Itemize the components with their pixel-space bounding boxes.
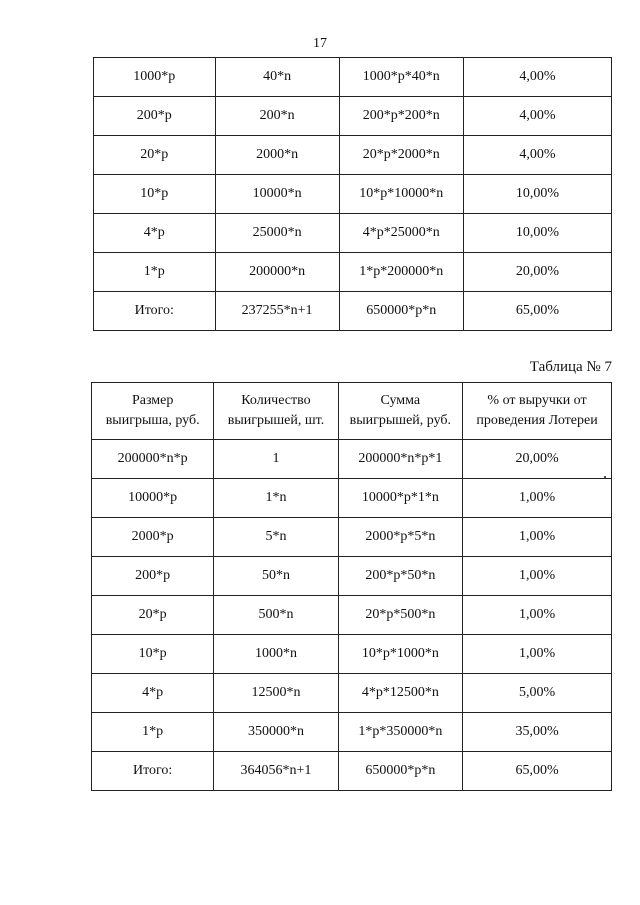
- table-cell: 4,00%: [463, 58, 611, 97]
- table-cell: 1000*p: [94, 58, 216, 97]
- table-cell: 20,00%: [463, 253, 611, 292]
- table-cell: 10,00%: [463, 214, 611, 253]
- table-cell: 2000*n: [215, 136, 339, 175]
- table-cell: 50*n: [214, 557, 338, 596]
- table-row: [92, 440, 612, 479]
- table-cell: 1*p: [94, 253, 216, 292]
- table-cell: 4*p*12500*n: [338, 674, 462, 713]
- table-row: [92, 557, 612, 596]
- table-row: [92, 518, 612, 557]
- table-cell: 1,00%: [463, 557, 612, 596]
- table-row: [94, 214, 612, 253]
- table-cell: 650000*p*n: [338, 752, 462, 791]
- table-cell: 237255*n+1: [215, 292, 339, 331]
- table-cell: 1,00%: [463, 635, 612, 674]
- table-cell: 20,00%: [463, 440, 612, 479]
- table-cell: 364056*n+1: [214, 752, 338, 791]
- table-cell: 12500*n: [214, 674, 338, 713]
- table-cell: 2000*p*5*n: [338, 518, 462, 557]
- prize-table-7: [91, 382, 612, 791]
- table-cell: 10000*p: [92, 479, 214, 518]
- table-cell: 500*n: [214, 596, 338, 635]
- table-cell: 200*n: [215, 97, 339, 136]
- table-cell: 1000*n: [214, 635, 338, 674]
- table-cell: 1: [214, 440, 338, 479]
- table-row: [92, 635, 612, 674]
- table-cell: Итого:: [92, 752, 214, 791]
- table-cell: Итого:: [94, 292, 216, 331]
- column-header: [92, 383, 214, 440]
- table-row: [94, 136, 612, 175]
- table-cell: 1,00%: [463, 479, 612, 518]
- table-row: [94, 292, 612, 331]
- header-line: Сумма: [380, 393, 421, 408]
- table-cell: 10*p: [94, 175, 216, 214]
- table-cell: 4*p*25000*n: [339, 214, 463, 253]
- page-number: 17: [313, 36, 327, 51]
- table-cell: 5,00%: [463, 674, 612, 713]
- table-cell: 200*p: [92, 557, 214, 596]
- table-cell: 1,00%: [463, 518, 612, 557]
- table-row: [92, 596, 612, 635]
- column-header: [214, 383, 338, 440]
- table-cell: 40*n: [215, 58, 339, 97]
- table-cell: 20*p*500*n: [338, 596, 462, 635]
- table-cell: 200000*n*p: [92, 440, 214, 479]
- table-cell: 1000*p*40*n: [339, 58, 463, 97]
- table-cell: 65,00%: [463, 752, 612, 791]
- header-line: Размер: [131, 393, 174, 408]
- table-cell: 4,00%: [463, 136, 611, 175]
- table-cell: 20*p*2000*n: [339, 136, 463, 175]
- table-cell: 1*n: [214, 479, 338, 518]
- header-line: выигрышей, руб.: [349, 413, 452, 428]
- table-row: [94, 253, 612, 292]
- header-line: % от выручки от: [487, 393, 587, 408]
- column-header: [338, 383, 462, 440]
- table-cell: 650000*p*n: [339, 292, 463, 331]
- table-cell: 4*p: [94, 214, 216, 253]
- prize-table-continued: [93, 57, 612, 331]
- table-cell: 10*p*1000*n: [338, 635, 462, 674]
- table-cell: 35,00%: [463, 713, 612, 752]
- table-cell: 200000*n*p*1: [338, 440, 462, 479]
- table-cell: 200*p*50*n: [338, 557, 462, 596]
- table-cell: 5*n: [214, 518, 338, 557]
- table-cell: 10000*n: [215, 175, 339, 214]
- table-cell: 65,00%: [463, 292, 611, 331]
- table-cell: 20*p: [94, 136, 216, 175]
- table-cell: 4,00%: [463, 97, 611, 136]
- header-line: выигрышей, шт.: [227, 413, 325, 428]
- table-cell: 200*p*200*n: [339, 97, 463, 136]
- table-cell: 2000*p: [92, 518, 214, 557]
- table-cell: 20*p: [92, 596, 214, 635]
- table-row: [92, 674, 612, 713]
- table-cell: 4*p: [92, 674, 214, 713]
- scan-speck: [604, 476, 606, 478]
- column-header: [463, 383, 612, 440]
- table-row: [94, 97, 612, 136]
- table-cell: 200*p: [94, 97, 216, 136]
- table-row: [92, 713, 612, 752]
- table-cell: 25000*n: [215, 214, 339, 253]
- table-cell: 10*p*10000*n: [339, 175, 463, 214]
- table-row: [92, 479, 612, 518]
- header-line: проведения Лотереи: [476, 413, 598, 428]
- table-cell: 10000*p*1*n: [338, 479, 462, 518]
- table-cell: 1*p*200000*n: [339, 253, 463, 292]
- table-cell: 1*p*350000*n: [338, 713, 462, 752]
- table-cell: 10*p: [92, 635, 214, 674]
- table-row: [94, 175, 612, 214]
- table-cell: 350000*n: [214, 713, 338, 752]
- table-cell: 200000*n: [215, 253, 339, 292]
- table-cell: 10,00%: [463, 175, 611, 214]
- table-row: [94, 58, 612, 97]
- table-cell: 1*p: [92, 713, 214, 752]
- table-header-row: [92, 383, 612, 440]
- table-row: [92, 752, 612, 791]
- table-cell: 1,00%: [463, 596, 612, 635]
- header-line: Количество: [241, 393, 311, 408]
- table-7-caption: Таблица № 7: [529, 359, 612, 375]
- header-line: выигрыша, руб.: [105, 413, 200, 428]
